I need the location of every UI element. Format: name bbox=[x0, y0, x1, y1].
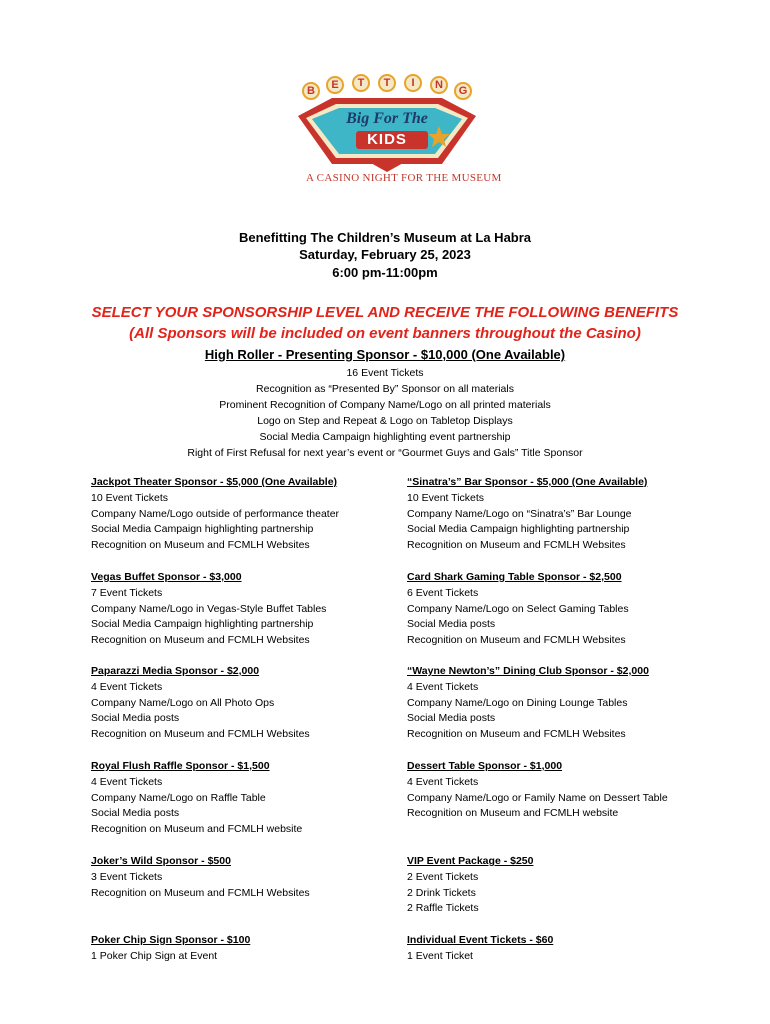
sponsor-benefit: 1 Poker Chip Sign at Event bbox=[91, 949, 218, 962]
high-roller-benefits bbox=[0, 365, 770, 461]
royal-flush-raffle-sponsor bbox=[91, 759, 421, 838]
sponsor-benefit: Company Name/Logo in Vegas-Style Buffet Tables bbox=[91, 602, 327, 615]
sponsor-benefit: Social Media Campaign highlighting partnership bbox=[91, 523, 314, 536]
high-roller-section bbox=[0, 346, 770, 364]
sponsor-benefit: 6 Event Tickets bbox=[407, 586, 479, 599]
sponsor-title: “Wayne Newton’s” Dining Club Sponsor - $2,000 bbox=[407, 665, 649, 677]
sponsor-title: Individual Event Tickets - $60 bbox=[407, 934, 554, 946]
sponsor-benefit: 4 Event Tickets bbox=[407, 775, 479, 788]
sponsor-benefit: Company Name/Logo on “Sinatra’s” Bar Lounge bbox=[407, 507, 632, 520]
sponsor-benefit: Social Media posts bbox=[91, 712, 180, 725]
event-logo bbox=[292, 74, 502, 192]
marquee-bulb: N bbox=[430, 76, 448, 94]
benefit-item: Social Media Campaign highlighting event partnership bbox=[259, 431, 511, 443]
logo-line2: KIDS bbox=[367, 131, 407, 148]
sponsor-benefit: Social Media Campaign highlighting partnership bbox=[407, 523, 630, 536]
sponsors-banner-note: (All Sponsors will be included on event banners throughout the Casino) bbox=[129, 325, 641, 342]
sponsor-benefit: Recognition on Museum and FCMLH website bbox=[407, 807, 619, 820]
sponsor-benefit: Social Media posts bbox=[407, 618, 496, 631]
sponsor-title: “Sinatra’s” Bar Sponsor - $5,000 (One Available) bbox=[407, 476, 648, 488]
sponsor-title: Joker’s Wild Sponsor - $500 bbox=[91, 855, 231, 867]
sponsor-benefit: 4 Event Tickets bbox=[91, 775, 163, 788]
marquee-bulb: I bbox=[404, 74, 422, 92]
sponsor-benefit: Company Name/Logo outside of performance theater bbox=[91, 507, 340, 520]
marquee-letters bbox=[292, 74, 472, 98]
logo-caption: A CASINO NIGHT FOR THE MUSEUM bbox=[306, 172, 502, 184]
sponsor-benefit: Recognition on Museum and FCMLH Websites bbox=[407, 539, 626, 552]
event-date: Saturday, February 25, 2023 bbox=[299, 247, 471, 262]
sponsor-benefit: Company Name/Logo or Family Name on Dessert Table bbox=[407, 791, 668, 804]
sponsor-benefit: Social Media posts bbox=[407, 712, 496, 725]
sponsor-benefit: Social Media Campaign highlighting partnership bbox=[91, 618, 314, 631]
sponsor-benefit: 1 Event Ticket bbox=[407, 949, 473, 962]
jokers-wild-sponsor bbox=[91, 854, 421, 901]
event-time: 6:00 pm-11:00pm bbox=[332, 265, 438, 280]
sponsor-title: Dessert Table Sponsor - $1,000 bbox=[407, 760, 563, 772]
sponsor-benefit: 2 Drink Tickets bbox=[407, 886, 476, 899]
sponsor-benefit: Recognition on Museum and FCMLH Websites bbox=[91, 634, 310, 647]
sponsor-benefit: 7 Event Tickets bbox=[91, 586, 163, 599]
high-roller-title: High Roller - Presenting Sponsor - $10,000 (One Available) bbox=[204, 347, 566, 362]
benefit-item: 16 Event Tickets bbox=[346, 367, 424, 379]
sponsor-benefit: Recognition on Museum and FCMLH Websites bbox=[91, 539, 310, 552]
sponsor-benefit: Recognition on Museum and FCMLH Websites bbox=[91, 886, 310, 899]
paparazzi-media-sponsor bbox=[91, 664, 421, 743]
marquee-bulb: T bbox=[378, 74, 396, 92]
marquee-bulb: B bbox=[302, 82, 320, 100]
sponsor-title: Paparazzi Media Sponsor - $2,000 bbox=[91, 665, 260, 677]
benefit-item: Prominent Recognition of Company Name/Logo on all printed materials bbox=[219, 399, 551, 411]
sponsor-benefit: 2 Event Tickets bbox=[407, 870, 479, 883]
sponsor-benefit: 4 Event Tickets bbox=[91, 680, 163, 693]
vip-event-package bbox=[407, 854, 737, 917]
sponsor-title: Royal Flush Raffle Sponsor - $1,500 bbox=[91, 760, 270, 772]
benefit-line: Benefitting The Children’s Museum at La Habra bbox=[238, 230, 532, 245]
sponsor-benefit: Recognition on Museum and FCMLH Websites bbox=[407, 634, 626, 647]
sponsor-title: Jackpot Theater Sponsor - $5,000 (One Available) bbox=[91, 476, 338, 488]
sponsor-title: Vegas Buffet Sponsor - $3,000 bbox=[91, 571, 242, 583]
sponsor-benefit: 10 Event Tickets bbox=[91, 491, 169, 504]
individual-event-tickets bbox=[407, 933, 737, 965]
sponsor-benefit: Company Name/Logo on Select Gaming Tables bbox=[407, 602, 629, 615]
sponsor-benefit: Social Media posts bbox=[91, 807, 180, 820]
sponsor-benefit: 4 Event Tickets bbox=[407, 680, 479, 693]
dessert-table-sponsor bbox=[407, 759, 737, 822]
sponsor-benefit: Company Name/Logo on All Photo Ops bbox=[91, 696, 275, 709]
sponsor-benefit: 3 Event Tickets bbox=[91, 870, 163, 883]
sponsor-benefit: Recognition on Museum and FCMLH website bbox=[91, 823, 303, 836]
sponsor-benefit: Company Name/Logo on Dining Lounge Tables bbox=[407, 696, 628, 709]
sponsor-title: VIP Event Package - $250 bbox=[407, 855, 534, 867]
sponsor-title: Poker Chip Sign Sponsor - $100 bbox=[91, 934, 251, 946]
select-sponsorship-heading: SELECT YOUR SPONSORSHIP LEVEL AND RECEIVE THE FOLLOWING BENEFITS bbox=[91, 304, 679, 321]
sponsor-benefit: Company Name/Logo on Raffle Table bbox=[91, 791, 266, 804]
card-shark-sponsor bbox=[407, 570, 737, 649]
sinatras-bar-sponsor bbox=[407, 475, 737, 554]
sponsor-benefit: Recognition on Museum and FCMLH Websites bbox=[407, 728, 626, 741]
poker-chip-sign-sponsor bbox=[91, 933, 421, 965]
benefit-item: Recognition as “Presented By” Sponsor on all materials bbox=[256, 383, 514, 395]
benefit-item: Logo on Step and Repeat & Logo on Tabletop Displays bbox=[257, 415, 513, 427]
sponsor-title: Card Shark Gaming Table Sponsor - $2,500 bbox=[407, 571, 622, 583]
vegas-buffet-sponsor bbox=[91, 570, 421, 649]
sponsor-benefit: Recognition on Museum and FCMLH Websites bbox=[91, 728, 310, 741]
benefit-item: Right of First Refusal for next year’s event or “Gourmet Guys and Gals” Title Sponsor bbox=[187, 447, 583, 459]
marquee-bulb: T bbox=[352, 74, 370, 92]
sponsor-benefit: 2 Raffle Tickets bbox=[407, 902, 479, 915]
sponsor-benefit: 10 Event Tickets bbox=[407, 491, 485, 504]
marquee-bulb: G bbox=[454, 82, 472, 100]
marquee-bulb: E bbox=[326, 76, 344, 94]
wayne-newton-dining-sponsor bbox=[407, 664, 737, 743]
jackpot-theater-sponsor bbox=[91, 475, 421, 554]
logo-line1: Big For The bbox=[346, 110, 428, 127]
